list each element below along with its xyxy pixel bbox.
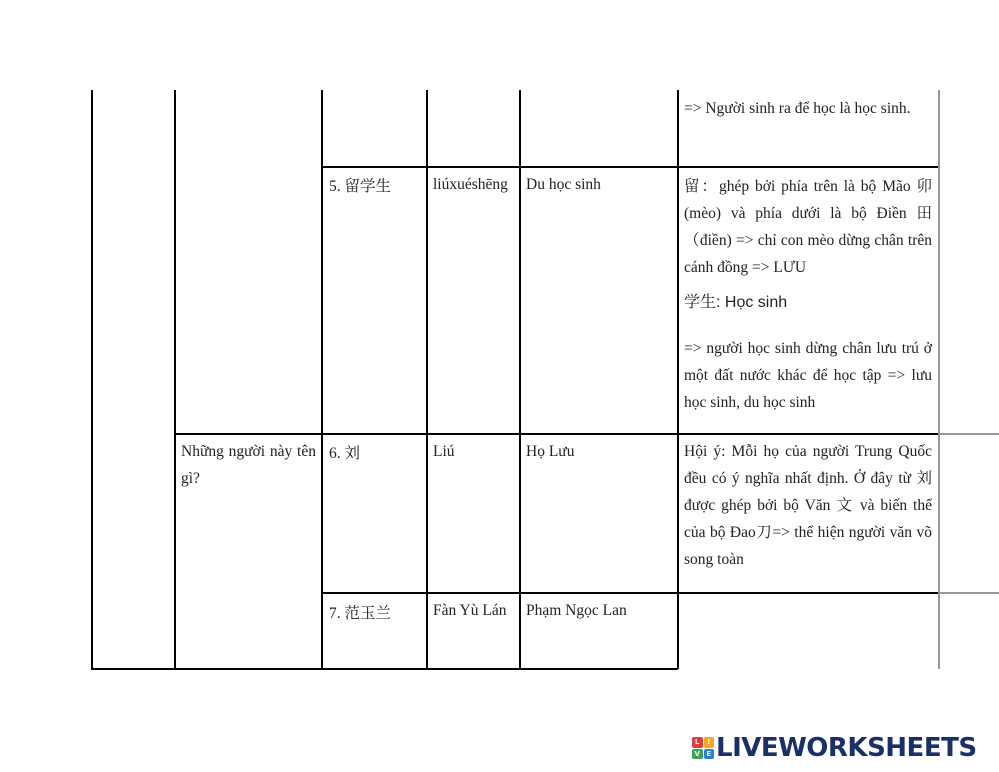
logo-letter-v: V xyxy=(692,749,703,760)
row6-pinyin: Liú xyxy=(433,443,455,460)
table-border-bottom xyxy=(91,668,678,670)
col-line-5 xyxy=(677,90,679,669)
row5-pinyin: liúxuéshēng xyxy=(433,176,508,193)
row1-explanation: => Người sinh ra để học là học sinh. xyxy=(684,100,911,117)
row7-pinyin: Fàn Yù Lán xyxy=(433,602,507,619)
col-line-3 xyxy=(426,90,428,669)
row5-number-word: 5. 留学生 xyxy=(329,178,392,195)
row6-number-word: 6. 刘 xyxy=(329,445,361,462)
logo-letter-l: L xyxy=(692,737,703,748)
row-divider-3 xyxy=(321,592,938,594)
row5-meaning: Du học sinh xyxy=(526,176,601,193)
row5-explanation-3: => người học sinh dừng chân lưu trú ở một đất nước khác để học tập => lưu học sinh, du học sinh xyxy=(684,340,932,411)
col-line-2 xyxy=(321,90,323,669)
row6-explanation: Hội ý: Mỗi họ của người Trung Quốc đều có ý nghĩa nhất định. Ở đây từ 刘 được ghép bởi bộ Văn 文 và biến thể của bộ Đao刀=> thể hiện người văn võ song toàn xyxy=(684,443,932,568)
liveworksheets-logo xyxy=(692,733,977,763)
logo-letter-e: E xyxy=(704,749,715,760)
col-line-0 xyxy=(91,90,93,669)
liveworksheets-brand-text: LIVEWORKSHEETS xyxy=(716,733,977,763)
row7-number-word: 7. 范玉兰 xyxy=(329,605,392,622)
col-line-1 xyxy=(174,90,176,669)
col-line-4 xyxy=(519,90,521,669)
row-divider-1 xyxy=(321,166,938,168)
row6-meaning: Họ Lưu xyxy=(526,443,575,460)
col-line-6 xyxy=(938,90,940,669)
liveworksheets-logo-icon xyxy=(692,737,714,759)
row-divider-2-ext xyxy=(938,433,999,435)
row7-meaning: Phạm Ngọc Lan xyxy=(526,602,627,619)
row5-explanation-2: 学生: Học sinh xyxy=(684,294,788,311)
logo-letter-i: I xyxy=(704,737,715,748)
row-divider-2 xyxy=(174,433,938,435)
row-divider-3-ext xyxy=(938,592,999,594)
row6-question: Những người này tên gì? xyxy=(181,443,316,487)
row5-explanation-1: 留：ghép bởi phía trên là bộ Mão 卯 (mèo) và phía dưới là bộ Điền 田（điền) => chỉ con mèo dừng chân trên cánh đồng => LƯU xyxy=(684,178,932,276)
